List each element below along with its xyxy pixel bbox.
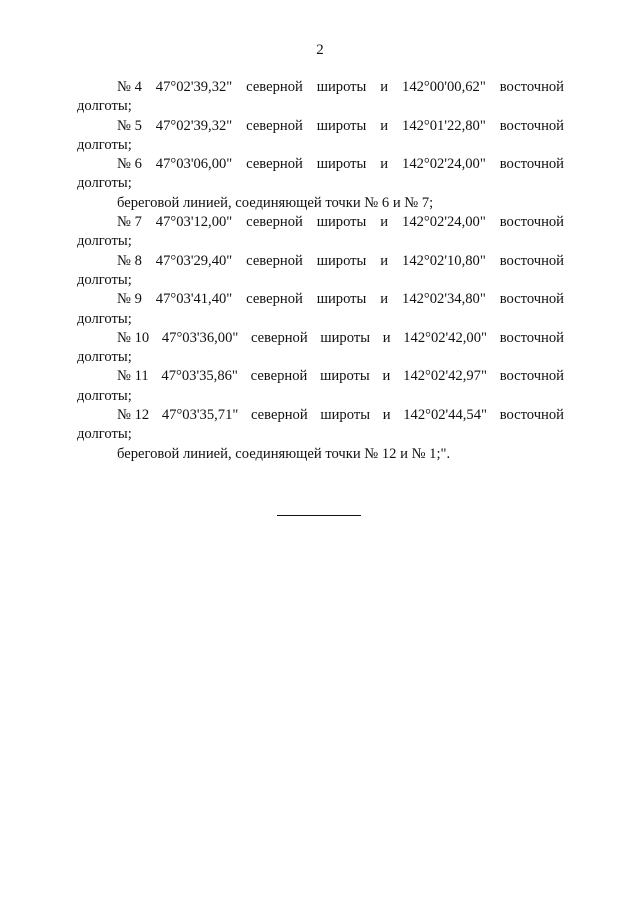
separator-line bbox=[277, 515, 361, 516]
point-number: № 10 bbox=[117, 329, 150, 346]
word-latitude: широты bbox=[316, 79, 367, 95]
word-north: северной bbox=[246, 117, 303, 134]
point-longitude: 142°00'00,62" bbox=[402, 79, 486, 95]
word-latitude: широты bbox=[316, 214, 367, 231]
word-and: и bbox=[380, 252, 389, 269]
coordinate-entry-6 bbox=[77, 155, 564, 194]
point-longitude: 142°01'22,80" bbox=[402, 117, 486, 134]
point-latitude: 47°03'12,00" bbox=[155, 214, 233, 231]
word-and: и bbox=[380, 79, 389, 95]
word-longitude: долготы; bbox=[77, 387, 132, 404]
word-east: восточной bbox=[499, 156, 564, 173]
point-latitude: 47°02'39,32" bbox=[155, 117, 233, 134]
point-longitude: 142°02'10,80" bbox=[402, 252, 486, 269]
word-longitude: долготы; bbox=[77, 349, 132, 366]
point-longitude: 142°02'34,80" bbox=[402, 291, 486, 308]
word-north: северной bbox=[251, 329, 308, 346]
point-latitude: 47°03'29,40" bbox=[155, 252, 233, 269]
word-longitude: долготы; bbox=[77, 426, 132, 443]
coordinate-entry-10 bbox=[77, 329, 564, 368]
word-latitude: широты bbox=[320, 368, 370, 385]
word-longitude: долготы; bbox=[77, 271, 132, 288]
word-and: и bbox=[380, 117, 389, 134]
coordinate-entry-9 bbox=[77, 290, 564, 329]
word-and: и bbox=[382, 407, 391, 424]
word-east: восточной bbox=[499, 407, 564, 424]
word-latitude: широты bbox=[316, 291, 367, 308]
word-latitude: широты bbox=[320, 329, 371, 346]
word-latitude: широты bbox=[316, 252, 367, 269]
coordinates-list bbox=[77, 78, 564, 464]
point-number: № 11 bbox=[117, 368, 149, 385]
word-east: восточной bbox=[499, 117, 564, 134]
word-longitude: долготы; bbox=[77, 98, 132, 115]
word-longitude: долготы; bbox=[77, 136, 132, 153]
coordinate-entry-12 bbox=[77, 406, 564, 445]
word-north: северной bbox=[246, 79, 303, 95]
point-number: № 4 bbox=[117, 79, 142, 95]
point-latitude: 47°03'35,86" bbox=[161, 368, 238, 385]
coastline-segment-12-1: береговой линией, соединяющей точки № 12 и № 1;". bbox=[117, 445, 451, 462]
word-east: восточной bbox=[499, 79, 564, 95]
point-number: № 6 bbox=[117, 156, 142, 173]
coordinate-entry-11 bbox=[77, 367, 564, 406]
word-longitude: долготы; bbox=[77, 175, 132, 192]
word-and: и bbox=[380, 214, 389, 231]
word-and: и bbox=[382, 329, 391, 346]
word-north: северной bbox=[246, 291, 303, 308]
point-longitude: 142°02'24,00" bbox=[402, 214, 486, 231]
point-latitude: 47°03'41,40" bbox=[155, 291, 233, 308]
point-longitude: 142°02'42,97" bbox=[403, 368, 487, 385]
point-number: № 5 bbox=[117, 117, 142, 134]
coordinate-entry-5 bbox=[77, 117, 564, 156]
point-latitude: 47°03'35,71" bbox=[161, 407, 239, 424]
word-and: и bbox=[380, 291, 389, 308]
coordinate-entry-8 bbox=[77, 252, 564, 291]
point-longitude: 142°02'42,00" bbox=[403, 329, 487, 346]
word-and: и bbox=[380, 156, 389, 173]
word-longitude: долготы; bbox=[77, 310, 132, 327]
point-number: № 7 bbox=[117, 214, 142, 231]
word-latitude: широты bbox=[320, 407, 371, 424]
point-number: № 12 bbox=[117, 407, 150, 424]
word-east: восточной bbox=[499, 214, 564, 231]
word-north: северной bbox=[251, 407, 308, 424]
point-longitude: 142°02'44,54" bbox=[403, 407, 487, 424]
word-north: северной bbox=[250, 368, 308, 385]
coordinate-entry-4 bbox=[77, 78, 564, 117]
point-number: № 8 bbox=[117, 252, 142, 269]
word-east: восточной bbox=[499, 368, 564, 385]
point-longitude: 142°02'24,00" bbox=[402, 156, 486, 173]
coastline-segment-6-7: береговой линией, соединяющей точки № 6 и № 7; bbox=[117, 194, 434, 211]
word-latitude: широты bbox=[316, 117, 367, 134]
word-latitude: широты bbox=[316, 156, 367, 173]
word-and: и bbox=[382, 368, 391, 385]
coordinate-entry-7 bbox=[77, 213, 564, 252]
word-north: северной bbox=[246, 214, 303, 231]
point-latitude: 47°02'39,32" bbox=[155, 79, 233, 95]
word-east: восточной bbox=[499, 329, 564, 346]
point-number: № 9 bbox=[117, 291, 142, 308]
word-east: восточной bbox=[499, 252, 564, 269]
point-latitude: 47°03'36,00" bbox=[161, 329, 239, 346]
point-latitude: 47°03'06,00" bbox=[155, 156, 233, 173]
word-north: северной bbox=[246, 252, 303, 269]
word-longitude: долготы; bbox=[77, 233, 132, 250]
page-number: 2 bbox=[316, 42, 324, 58]
word-east: восточной bbox=[499, 291, 564, 308]
word-north: северной bbox=[246, 156, 303, 173]
